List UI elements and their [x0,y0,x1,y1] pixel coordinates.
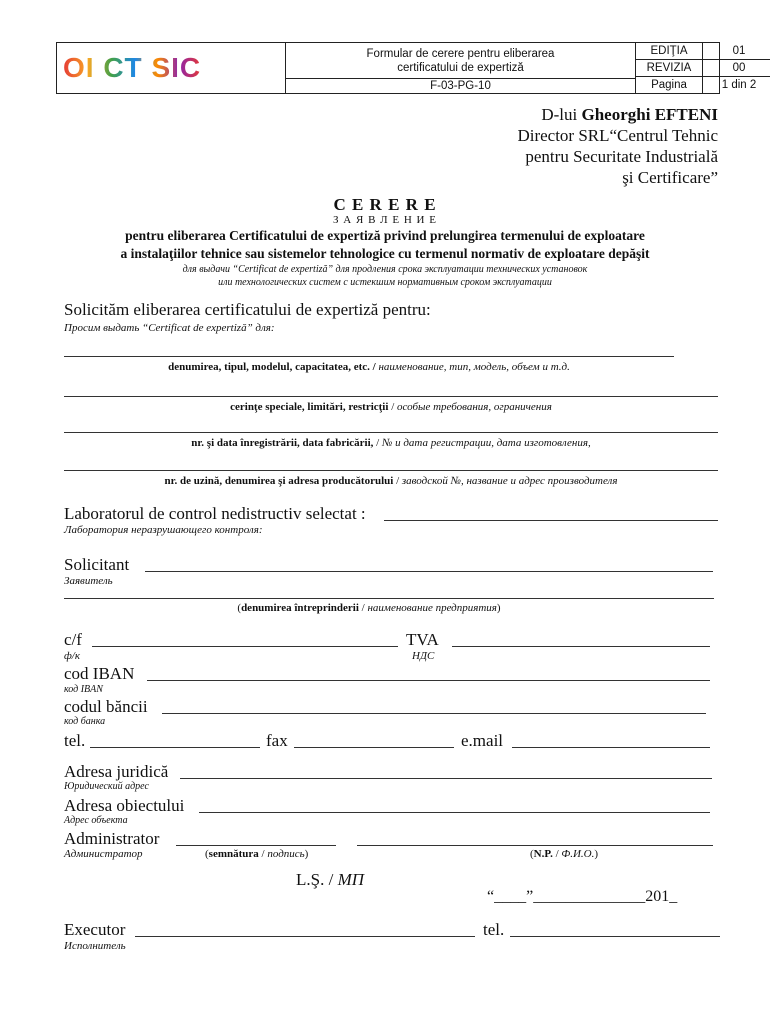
lab-label-ru: Лаборатория неразрушающего контроля: [64,524,263,536]
tva-input[interactable] [452,646,710,647]
title-sub1: pentru eliberarea Certificatului de expertiză privind prelungirea termenului de exploatare [125,228,645,243]
stamp-mp: МП [337,870,365,889]
field-caption-4 [64,475,718,487]
title-sub2: a instalaţiilor tehnice sau sistemelor tehnologice cu termenul normativ de exploatare depăşit [120,246,650,261]
admin-name-input[interactable] [357,845,713,846]
address-input[interactable] [180,778,712,779]
email-input[interactable] [512,747,710,748]
company-caption: (denumirea întreprinderii / наименование предприятия) [237,602,501,614]
applicant-label: Solicitant [64,555,130,574]
tva-label-ru: НДС [412,650,435,662]
field-caption-1 [64,361,674,373]
page-title: C E R E R E [333,195,437,214]
bank-label: codul băncii [64,697,148,716]
revizia-value: 00 [703,60,770,77]
addressee-line3: pentru Securitate Industrială [525,147,718,166]
fax-label: fax [266,731,288,750]
executor-input[interactable] [135,936,475,937]
form-header [56,42,757,94]
form-title-cell [286,43,636,79]
caption-1-ru: наименование, тип, модель, объем и т.д. [378,361,570,373]
bank-input[interactable] [162,713,706,714]
signature-caption: (semnătura / подпись) [205,848,309,860]
address-label: Adresa juridică [64,762,169,781]
equipment-name-input[interactable] [64,356,674,357]
executor-tel-input[interactable] [510,936,720,937]
caption-2-sep: / [388,401,397,413]
cf-input[interactable] [92,646,398,647]
form-title-line1: Formular de cerere pentru eliberarea [366,48,555,60]
title-ru-sub1: для выдачи “Certificat de expertiză” для продления срока эксплуатации технических установок [182,264,588,275]
addressee [318,104,718,188]
request-ro: Solicităm eliberarea certificatului de expertiză pentru: [64,300,431,319]
signature-caption-ru: подпись [267,848,305,860]
manufacturer-input[interactable] [64,470,718,471]
bank-label-ru: код банка [64,716,106,727]
addressee-line2: Director SRL“Centrul Tehnic [517,126,718,145]
stamp-ls: L.Ş. [296,870,325,889]
stamp-sep: / [324,870,338,889]
executor-label: Executor [64,920,126,939]
caption-3-ru: № и дата регистрации, дата изготовления, [381,437,591,449]
addressee-line4: şi Certificare” [622,168,718,187]
applicant-input[interactable] [145,571,713,572]
iban-input[interactable] [147,680,710,681]
pagina-value: 1 din 2 [721,79,757,91]
form-title-line2: certificatului de expertiză [397,62,524,74]
executor-label-ru: Исполнитель [64,940,126,952]
tva-label: TVA [406,630,439,649]
object-address-label: Adresa obiectului [64,796,185,815]
iban-label: cod IBAN [64,664,135,683]
page-title-ru: З А Я В Л Е Н И Е [333,214,437,226]
company-name-input[interactable] [64,598,714,599]
meta-values [703,43,770,93]
caption-4-sep: / [393,475,402,487]
form-code: F-03-PG-10 [286,79,636,93]
logo-text: OI CT SIC [63,49,201,87]
applicant-label-ru: Заявитель [64,575,113,587]
tel-input[interactable] [90,747,260,748]
signature-caption-bold: semnătura [208,848,259,860]
addressee-prefix: D-lui [541,105,582,124]
admin-label-ru: Администратор [64,848,143,860]
fax-input[interactable] [294,747,454,748]
company-caption-bold: denumirea întreprinderii [241,602,359,614]
title-ru-sub2: или технологических систем с истекшим нормативным сроком эксплуатации [218,277,552,288]
request-ru: Просим выдать “Certificat de expertiză” для: [64,322,275,334]
meta-labels [636,43,703,93]
object-address-label-ru: Адрес объекта [64,815,128,826]
caption-4-bold: nr. de uzină, denumirea şi adresa producătorului [164,475,394,487]
signature-input[interactable] [176,845,336,846]
caption-3-sep: / [373,437,382,449]
np-caption-ru: Ф.И.О. [561,848,595,860]
caption-2-ru: особые требования, ограничения [397,401,552,413]
stamp-label [296,870,364,890]
special-requirements-input[interactable] [64,396,718,397]
editia-value: 01 [703,43,770,60]
lab-label: Laboratorul de control nedistructiv selectat : [64,504,366,523]
pagina-label: Pagina [651,79,687,91]
caption-4-ru: заводской №, название и адрес производителя [401,475,618,487]
tel-label: tel. [64,731,86,750]
np-caption: (N.P. / Ф.И.О.) [530,848,599,860]
registration-input[interactable] [64,432,718,433]
admin-label: Administrator [64,829,160,848]
cf-label: c/f [64,630,82,649]
logo [63,49,201,87]
company-caption-sep: / [358,602,368,614]
company-caption-ru: наименование предприятия [367,602,497,614]
email-label: e.mail [461,731,504,750]
executor-tel-label: tel. [483,920,505,939]
caption-2-bold: cerinţe speciale, limitări, restricţii [230,401,389,413]
date-field[interactable]: “____”______________201_ [487,888,678,905]
field-caption-2 [64,401,718,413]
object-address-input[interactable] [199,812,710,813]
field-caption-3 [64,437,718,449]
logo-cell [57,43,286,93]
iban-label-ru: код IBAN [64,684,103,695]
address-label-ru: Юридический адрес [64,781,149,792]
revizia-label: REVIZIA [636,60,702,77]
editia-label: EDIŢIA [636,43,702,60]
cf-label-ru: ф/к [64,650,81,662]
np-caption-bold: N.P. [533,848,553,860]
caption-1-bold: denumirea, tipul, modelul, capacitatea, etc. / [168,361,379,373]
caption-3-bold: nr. şi data înregistrării, data fabricării, [191,437,374,449]
lab-input[interactable] [384,520,718,521]
addressee-name: Gheorghi EFTENI [581,105,718,124]
